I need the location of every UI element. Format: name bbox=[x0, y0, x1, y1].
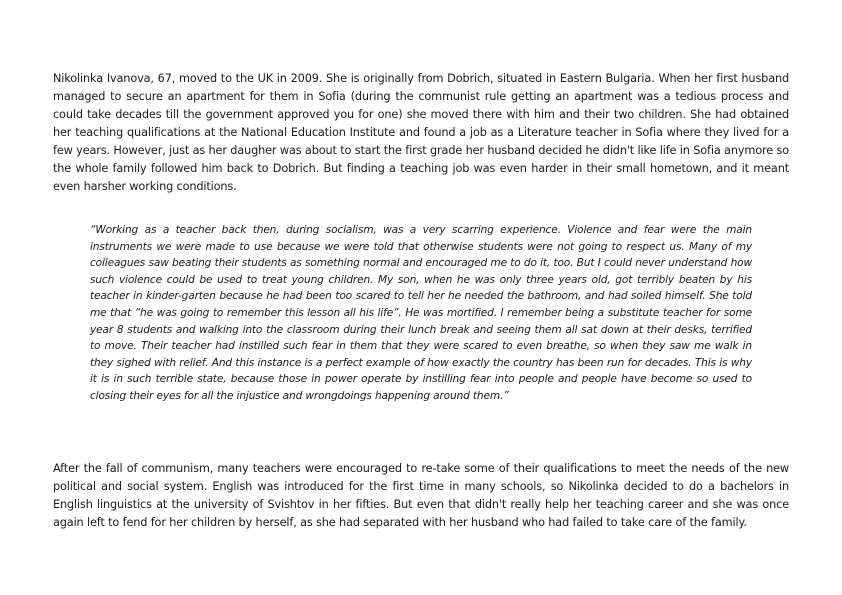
intro-paragraph: Nikolinka Ivanova, 67, moved to the UK in 2009. She is originally from Dobrich, situated in Eastern Bulgaria. When her first husband managed to secure an apartment for them in Sofia (during the communist rule getting an apartment was a tedious process and could take decades till the government approved you for one) she moved there with him and their two children. She had obtained her teaching qualifications at the National Education Institute and found a job as a Literature teacher in Sofia where they lived for a few years. However, just as her daugher was about to start the first grade her husband decided he didn't like life in Sofia anymore so the whole family followed him back to Dobrich. But finding a teaching job was even harder in their small hometown, and it meant even harsher working conditions. bbox=[53, 72, 789, 193]
quote-paragraph: “Working as a teacher back then, during socialism, was a very scarring experience. Violence and fear were the main instruments we were made to use because we were told that otherwise students were not going to respect us. Many of my colleagues saw beating their students as something normal and encouraged me to do it, too. But I could never understand how such violence could be used to treat young children. My son, when he was only three years old, got terribly beaten by his teacher in kinder-garten because he had been too scared to tell her he needed the bathroom, and had soiled himself. She told me that “he was going to remember this lesson all his life”. He was mortified. I remember being a substitute teacher for some year 8 students and walking into the classroom during their lunch break and seeing them all sat down at their desks, terrified to move. Their teacher had instilled such fear in them that they were scared to even breathe, so when they saw me walk in they sighed with relief. And this instance is a perfect example of how exactly the country has been run for decades. This is why it is in such terrible state, because those in power operate by instilling fear into people and people have become so used to closing their eyes for all the injustice and wrongdoings happening around them.” bbox=[90, 224, 752, 402]
closing-paragraph: After the fall of communism, many teachers were encouraged to re-take some of their qualifications to meet the needs of the new political and social system. English was introduced for the first time in many schools, so Nikolinka decided to do a bachelors in English linguistics at the university of Svishtov in her fifties. But even that didn't really help her teaching career and she was once again left to fend for her children by herself, as she had separated with her husband who had failed to take care of the family. bbox=[53, 462, 789, 529]
